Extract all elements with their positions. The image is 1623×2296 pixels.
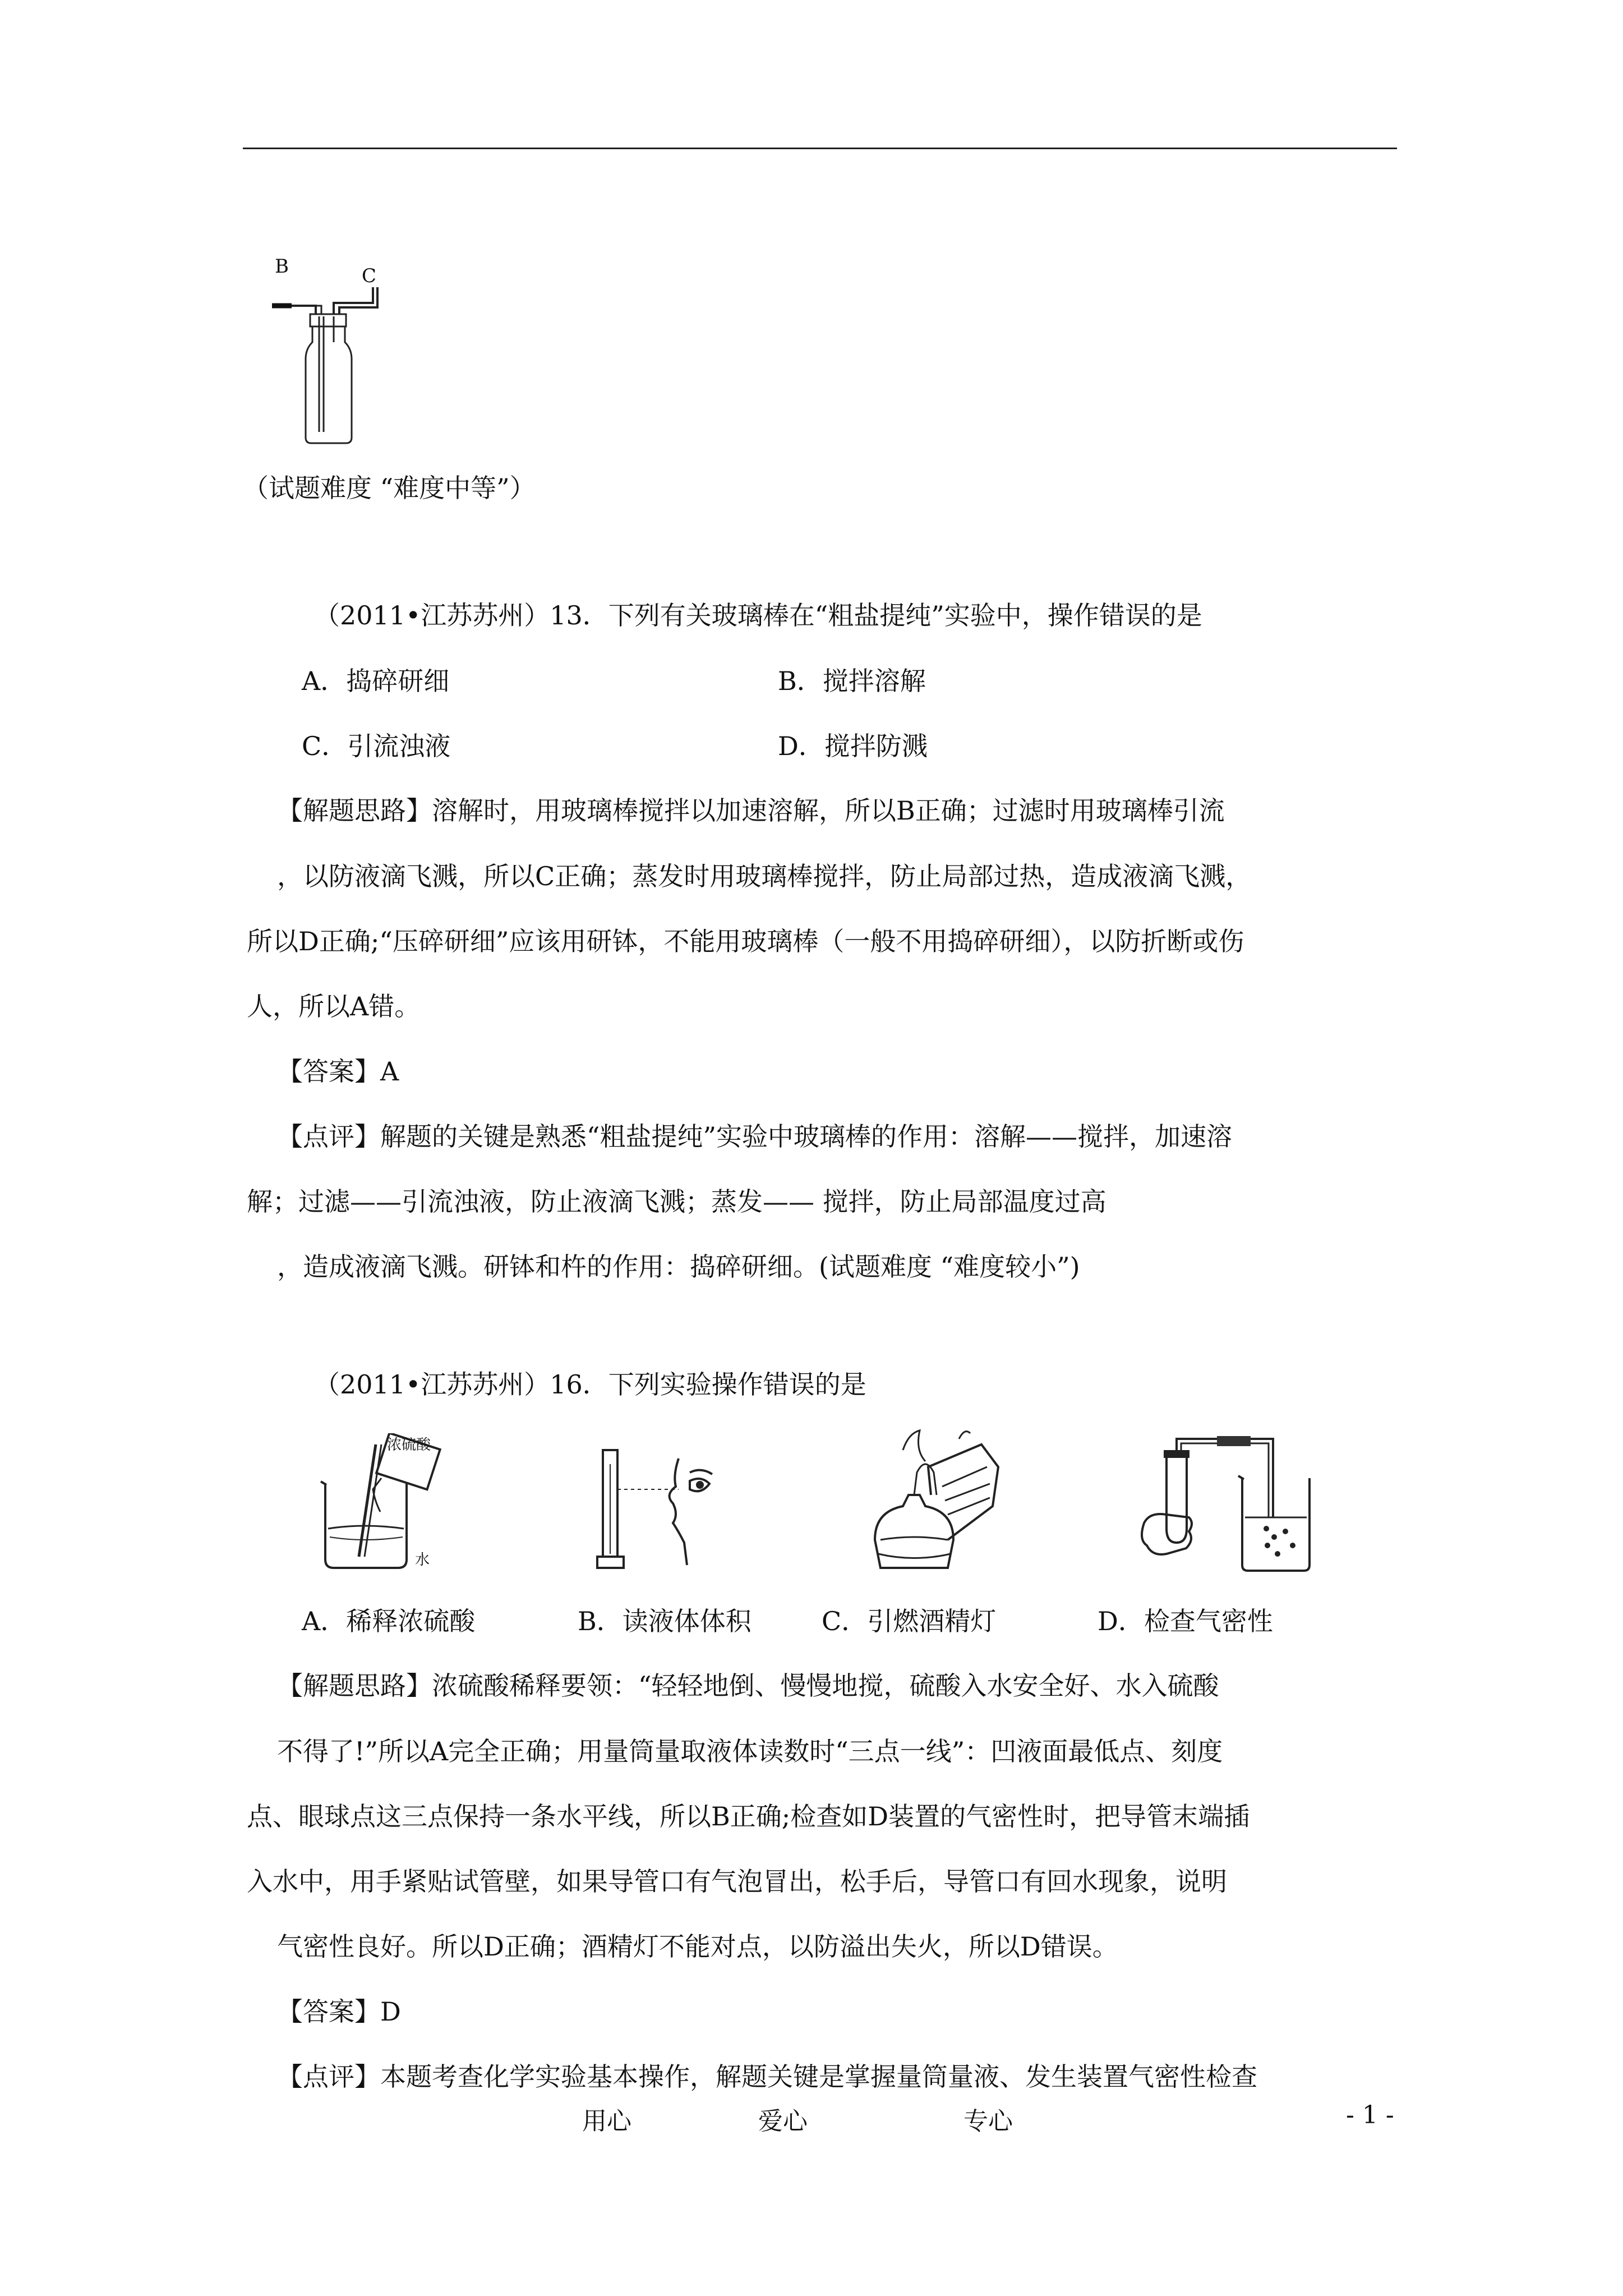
q16-analysis-line-2: 不得了!”所以A完全正确；用量筒量取液体读数时“三点一线”：凹液面最低点、刻度 — [277, 1736, 1223, 1766]
q16-option-c: C．引燃酒精灯 — [822, 1606, 997, 1636]
q13-answer: 【答案】A — [277, 1056, 399, 1087]
footer-left: 用心 — [582, 2107, 631, 2136]
q13-comment-line-2: 解；过滤——引流浊液，防止液滴飞溅；蒸发—— 搅拌，防止局部温度过高 — [247, 1186, 1106, 1217]
q16-analysis-line-4: 入水中，用手紧贴试管壁，如果导管口有气泡冒出，松手后，导管口有回水现象，说明 — [247, 1866, 1227, 1897]
q16-option-a: A．稀释浓硫酸 — [302, 1606, 476, 1636]
figure-b-read-volume — [594, 1447, 723, 1576]
concentrated-acid-label: 浓硫酸 — [387, 1437, 431, 1453]
q13-option-b: B．搅拌溶解 — [778, 666, 926, 696]
figure-d-airtightness — [1133, 1433, 1318, 1573]
q16-option-d: D．检查气密性 — [1098, 1606, 1273, 1636]
header-rule — [243, 148, 1397, 149]
q13-option-c: C．引流浊液 — [302, 731, 451, 761]
q13-analysis-line-4: 人，所以A错。 — [247, 991, 421, 1022]
q13-comment-line-3: ，造成液滴飞溅。研钵和杵的作用：捣碎研细。(试题难度 “难度较小”) — [277, 1251, 1080, 1282]
q13-stem: （2011•江苏苏州）13．下列有关玻璃棒在“粗盐提纯”实验中，操作错误的是 — [314, 600, 1202, 631]
q16-answer: 【答案】D — [277, 1996, 401, 2027]
figure-a-dilute-acid — [314, 1433, 443, 1573]
prev-question-difficulty: （试题难度 “难度中等”） — [243, 473, 536, 503]
q16-option-b: B．读液体体积 — [578, 1606, 751, 1636]
label-b: B — [275, 255, 289, 278]
q13-option-d: D．搅拌防溅 — [778, 731, 928, 761]
q16-analysis-line-1: 【解题思路】浓硫酸稀释要领：“轻轻地倒、慢慢地搅，硫酸入水安全好、水入硫酸 — [277, 1671, 1219, 1701]
q13-analysis-line-3: 所以D正确;“压碎研细”应该用研钵，不能用玻璃棒（一般不用捣碎研细），以防折断或伤 — [247, 926, 1244, 956]
q16-stem: （2011•江苏苏州）16．下列实验操作错误的是 — [314, 1369, 866, 1400]
q16-analysis-line-3: 点、眼球点这三点保持一条水平线，所以B正确;检查如D装置的气密性时，把导管末端插 — [247, 1801, 1250, 1832]
label-c: C — [362, 265, 377, 287]
footer-right: 专心 — [963, 2107, 1013, 2136]
q16-analysis-line-5: 气密性良好。所以D正确；酒精灯不能对点，以防溢出失火，所以D错误。 — [277, 1931, 1118, 1962]
page-number: - 1 - — [1346, 2101, 1394, 2129]
q13-option-a: A．捣碎研细 — [302, 666, 450, 696]
q13-comment-line-1: 【点评】解题的关键是熟悉“粗盐提纯”实验中玻璃棒的作用：溶解——搅拌，加速溶 — [277, 1121, 1233, 1152]
q16-comment-line-1: 【点评】本题考查化学实验基本操作，解题关键是掌握量筒量液、发生装置气密性检查 — [277, 2062, 1257, 2092]
q13-analysis-line-1: 【解题思路】溶解时，用玻璃棒搅拌以加速溶解，所以B正确；过滤时用玻璃棒引流 — [277, 795, 1225, 826]
water-label: 水 — [415, 1552, 430, 1568]
figure-c-alcohol-lamp — [864, 1428, 1004, 1573]
q13-analysis-line-2: ，以防液滴飞溅，所以C正确；蒸发时用玻璃棒搅拌，防止局部过热，造成液滴飞溅， — [277, 861, 1252, 891]
gas-bottle-figure — [250, 255, 395, 449]
footer-middle: 爱心 — [758, 2107, 808, 2136]
